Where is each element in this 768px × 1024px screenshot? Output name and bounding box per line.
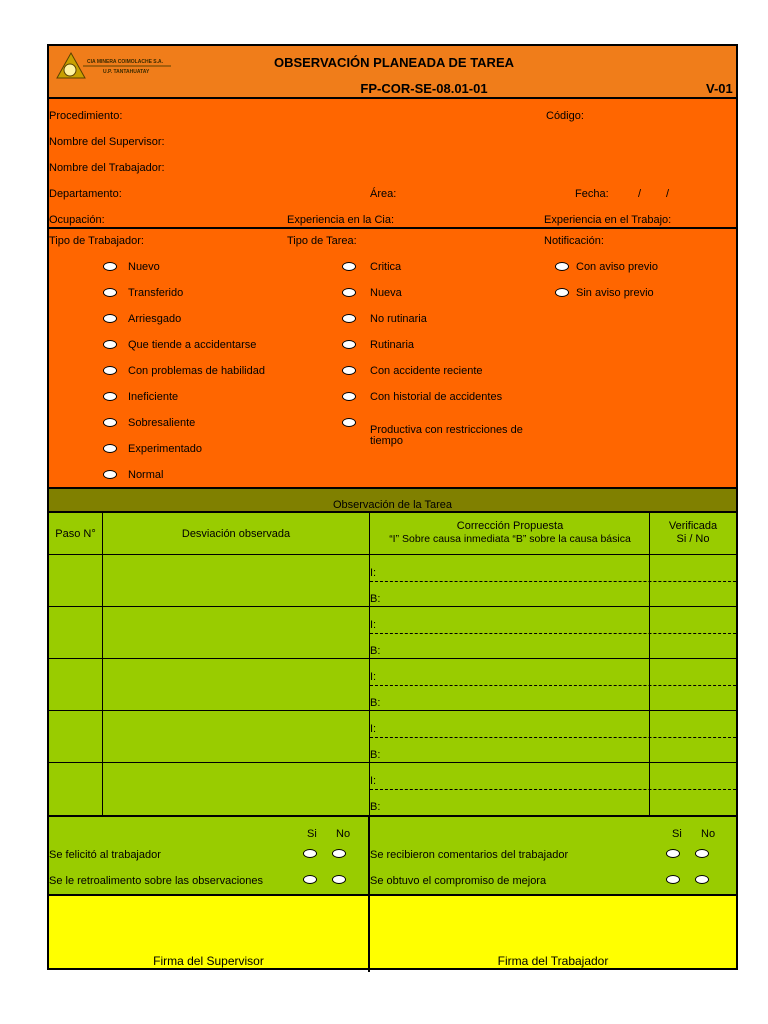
fecha-separator: / [666, 188, 670, 200]
supervisor-signature-label: Firma del Supervisor [153, 954, 264, 968]
observation-section-title: Observación de la Tarea [332, 499, 453, 511]
compromiso-si-radio[interactable] [666, 875, 680, 884]
basica-prefix: B: [370, 593, 381, 605]
option-label: Critica [370, 261, 402, 273]
tipo-trabajador-label: Tipo de Trabajador: [49, 235, 144, 247]
option-label: Con historial de accidentes [370, 391, 503, 403]
company-unit: U.P. TANTAHUATAY [103, 69, 150, 75]
felicito-no-radio[interactable] [332, 849, 346, 858]
option-label: Con problemas de habilidad [128, 365, 265, 377]
normal-radio[interactable] [103, 470, 117, 479]
sobresaliente-radio[interactable] [103, 418, 117, 427]
inmediata-prefix: I: [370, 671, 377, 683]
si-header: Si [672, 828, 682, 840]
comentarios-si-radio[interactable] [666, 849, 680, 858]
form-code: FP-COR-SE-08.01-01 [360, 81, 488, 96]
option-label: Sin aviso previo [576, 287, 654, 299]
option-label: Rutinaria [370, 339, 415, 351]
option-label: No rutinaria [370, 313, 427, 325]
sin-aviso-radio[interactable] [555, 288, 569, 297]
worker-signature-label: Firma del Trabajador [497, 954, 609, 968]
retroalimento-si-radio[interactable] [303, 875, 317, 884]
ocupacion-label: Ocupación: [49, 214, 105, 226]
rutinaria-radio[interactable] [342, 340, 356, 349]
productiva-restricciones-radio[interactable] [342, 418, 356, 427]
option-label: Arriesgado [128, 313, 182, 325]
departamento-label: Departamento: [49, 188, 122, 200]
experimentado-radio[interactable] [103, 444, 117, 453]
basica-prefix: B: [370, 645, 381, 657]
no-rutinaria-radio[interactable] [342, 314, 356, 323]
nueva-radio[interactable] [342, 288, 356, 297]
compromiso-no-radio[interactable] [695, 875, 709, 884]
form-version: V-01 [706, 81, 733, 96]
con-aviso-radio[interactable] [555, 262, 569, 271]
option-label: Ineficiente [128, 391, 179, 403]
company-logo [53, 50, 173, 80]
fecha-separator: / [638, 188, 642, 200]
procedimiento-label: Procedimiento: [49, 110, 123, 122]
compromiso-label: Se obtuvo el compromiso de mejora [370, 875, 547, 887]
historial-accidentes-radio[interactable] [342, 392, 356, 401]
option-label: Experimentado [128, 443, 202, 455]
nuevo-radio[interactable] [103, 262, 117, 271]
inmediata-prefix: I: [370, 619, 377, 631]
comentarios-label: Se recibieron comentarios del trabajador [370, 849, 569, 861]
retroalimento-no-radio[interactable] [332, 875, 346, 884]
comentarios-no-radio[interactable] [695, 849, 709, 858]
trabajador-label: Nombre del Trabajador: [49, 162, 165, 174]
option-label: Sobresaliente [128, 417, 196, 429]
problemas-habilidad-radio[interactable] [103, 366, 117, 375]
no-header: No [701, 828, 716, 840]
option-label: Transferido [128, 287, 184, 299]
exp-trabajo-label: Experiencia en el Trabajo: [544, 214, 672, 226]
basica-prefix: B: [370, 801, 381, 813]
fecha-label: Fecha: [575, 188, 609, 200]
tipo-tarea-label: Tipo de Tarea: [287, 235, 357, 247]
no-header: No [336, 828, 351, 840]
retroalimento-label: Se le retroalimento sobre las observaciones [49, 875, 264, 887]
accidentarse-radio[interactable] [103, 340, 117, 349]
option-label: Productiva con restricciones de tiempo [370, 424, 523, 447]
col-correccion-subheader: “I” Sobre causa inmediata “B” sobre la causa básica [389, 533, 631, 545]
form-title: OBSERVACIÓN PLANEADA DE TAREA [273, 55, 515, 70]
exp-cia-label: Experiencia en la Cia: [287, 214, 395, 226]
col-verificada-subheader: Si / No [676, 533, 710, 545]
option-label: Con accidente reciente [370, 365, 483, 377]
notificacion-label: Notificación: [544, 235, 604, 247]
col-paso-header: Paso N° [55, 528, 96, 540]
col-desviacion-header: Desviación observada [181, 528, 291, 540]
basica-prefix: B: [370, 697, 381, 709]
option-label: Normal [128, 469, 164, 481]
felicito-si-radio[interactable] [303, 849, 317, 858]
col-correccion-header: Corrección Propuesta [456, 520, 564, 532]
accidente-reciente-radio[interactable] [342, 366, 356, 375]
inmediata-prefix: I: [370, 567, 377, 579]
ineficiente-radio[interactable] [103, 392, 117, 401]
inmediata-prefix: I: [370, 775, 377, 787]
transferido-radio[interactable] [103, 288, 117, 297]
col-verificada-header: Verificada [668, 520, 718, 532]
area-label: Área: [370, 188, 397, 200]
option-label: Que tiende a accidentarse [128, 339, 257, 351]
inmediata-prefix: I: [370, 723, 377, 735]
option-label: Nueva [370, 287, 402, 299]
observation-form [47, 44, 738, 970]
company-name: CIA MINERA COIMOLACHE S.A. [87, 59, 164, 65]
codigo-label: Código: [546, 110, 584, 122]
arriesgado-radio[interactable] [103, 314, 117, 323]
critica-radio[interactable] [342, 262, 356, 271]
option-label: Nuevo [128, 261, 160, 273]
felicito-label: Se felicitó al trabajador [49, 849, 161, 861]
supervisor-label: Nombre del Supervisor: [49, 136, 165, 148]
option-label: Con aviso previo [576, 261, 658, 273]
logo-emblem-icon [53, 50, 173, 80]
si-header: Si [307, 828, 317, 840]
basica-prefix: B: [370, 749, 381, 761]
